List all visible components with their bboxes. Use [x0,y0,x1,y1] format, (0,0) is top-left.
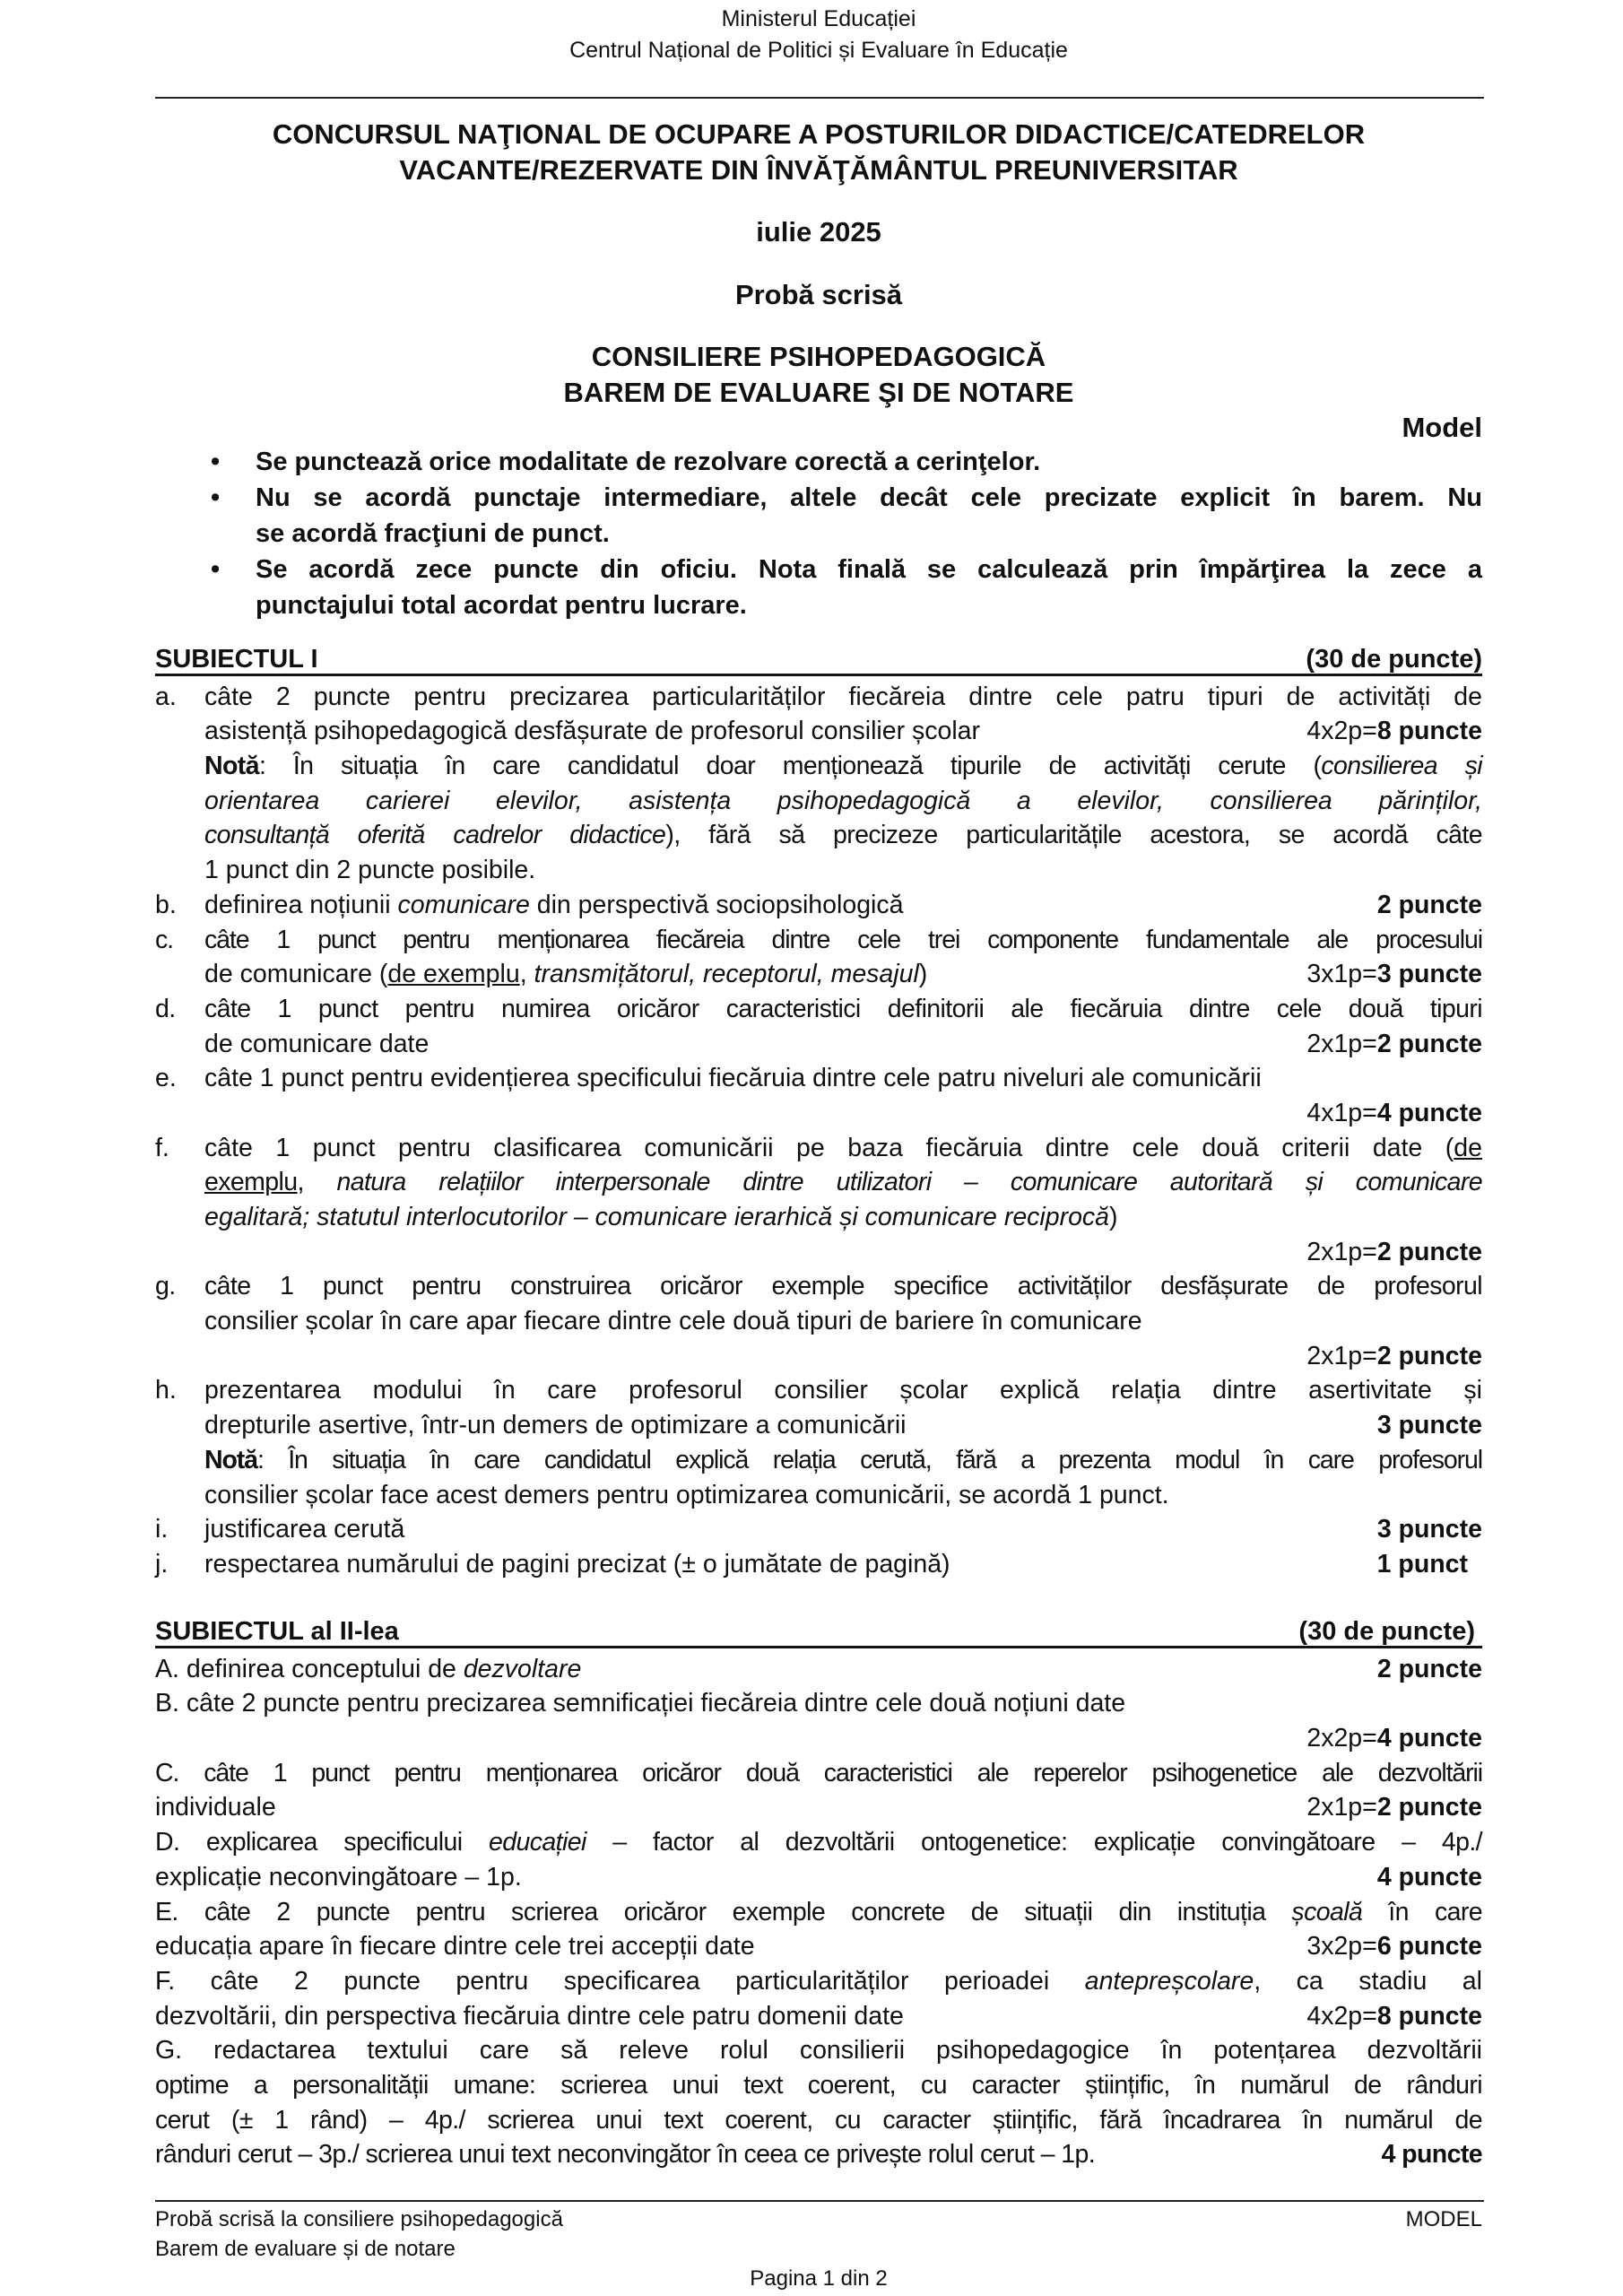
subject-name: CONSILIERE PSIHOPEDAGOGICĂ [591,341,1046,372]
item-a-note: consultanță oferită cadrelor didactice), fără să precizeze particularitățile acestora, se acordă câte [204,821,1482,850]
bullet-icon: • [211,448,221,476]
title-block [155,117,1482,446]
item-h: h. prezentarea modului în care profesorul consilier școlar explică relația dintre asertivitate și [155,1376,1482,1405]
rule-item [155,444,1482,480]
item-a-note: orientarea carierei elevilor, asistența psihopedagogică a elevilor, consilierea părinților, [204,786,1482,815]
title-line-2: VACANTE/REZERVATE DIN ÎNVĂŢĂMÂNTUL PREUNIVERSITAR [399,153,1238,186]
item-F-score-line: dezvoltării, din perspectiva fiecăruia dintre cele patru domenii date 4x2p=8 puncte [155,1999,1482,2034]
item-a-note: Notă: În situația în care candidatul doar menționează tipurile de activități cerute (consilierea și [204,752,1483,781]
item-score: 1 punct [1376,1549,1468,1578]
item-h-note: consilier școlar face acest demers pentru optimizarea comunicării, se acordă 1 punct. [204,1480,1169,1509]
section-points: (30 de puncte) [1306,645,1482,674]
item-E: E. câte 2 puncte pentru scrierea oricăror exemple concrete de situații din instituția școală în care [155,1897,1483,1926]
item-a-note: 1 punct din 2 puncte posibile. [204,856,536,885]
item-score: 3 puncte [1376,1411,1482,1440]
item-G: G. redactarea textului care să releve rolul consilierii psihopedagogice în potențarea dezvoltării [155,2036,1482,2066]
item-h-score-line: drepturile asertive, într-un demers de optimizare a comunicării 3 puncte [155,1408,1482,1443]
item-score: 4x2p=8 puncte [1306,717,1482,746]
item-score: 2x1p=2 puncte [1306,1029,1482,1058]
rule-item [155,480,1482,516]
item-D: D. explicarea specificului educației – factor al dezvoltării ontogenetice: explicație convingătoare – 4p./ [155,1828,1482,1857]
item-B: B. câte 2 puncte pentru precizarea semnificației fiecăreia dintre cele două noțiuni date [155,1689,1126,1718]
footer-model: MODEL [1405,2207,1482,2231]
item-E-score-line: educația apare în fiecare dintre cele trei accepții date 3x2p=6 puncte [155,1929,1482,1964]
rule-text: Se punctează orice modalitate de rezolvare corectă a cerinţelor. [256,448,1041,476]
rule-text: Se acordă zece puncte din oficiu. Nota finală se calculează prin împărţirea la zece a [256,555,1482,584]
section-title: SUBIECTUL al II-lea [155,1617,399,1646]
page-number: Pagina 1 din 2 [750,2266,888,2291]
item-score: 4x1p=4 puncte [1306,1098,1482,1127]
item-c: c. câte 1 punct pentru menționarea fiecăreia dintre cele trei componente fundamentale ale procesului [155,925,1482,954]
item-C-score-line: individuale 2x1p=2 puncte [155,1790,1482,1825]
item-score: 4x2p=8 puncte [1306,2001,1482,2031]
rule-item-cont [155,516,1482,552]
section-subiectul-1 [155,642,1482,1582]
item-score: 2 puncte [1376,890,1482,919]
item-score: 2x2p=4 puncte [1306,1724,1482,1753]
model-label: Model [1402,412,1482,443]
item-a [155,680,1482,715]
item-D-score-line: explicație neconvingătoare – 1p. 4 puncte [155,1860,1482,1895]
page-footer [155,2205,1482,2291]
bullet-icon: • [211,555,221,584]
exam-date: iulie 2025 [756,216,881,248]
item-d: d. câte 1 punct pentru numirea oricăror caracteristici definitorii ale fiecăruia dintre cele două tipuri [155,994,1482,1023]
item-score: 2 puncte [1376,1654,1482,1683]
item-text: definirea noțiunii comunicare din perspectivă sociopsihologică [204,890,904,919]
item-score: 3x1p=3 puncte [1306,960,1482,989]
item-F: F. câte 2 puncte pentru specificarea particularităților perioadei antepreșcolare, ca stadiu al [155,1966,1482,1996]
item-d-score-line: de comunicare date 2x1p=2 puncte [155,1027,1482,1062]
item-score: 2x1p=2 puncte [1306,1341,1482,1370]
item-f-cont: egalitară; statutul interlocutorilor – comunicare ierarhică și comunicare reciprocă) [204,1203,1118,1231]
item-G-cont: cerut (± 1 rând) – 4p./ scrierea unui text coerent, cu caracter științific, fără încadrarea în numărul de [155,2105,1482,2135]
rule-text: punctajului total acordat pentru lucrare. [256,591,747,620]
ministry-name: Ministerul Educației [721,6,916,31]
section-points: (30 de puncte) [1298,1617,1475,1646]
item-score: 2x1p=2 puncte [1306,1237,1482,1266]
section-heading [155,642,1482,676]
bullet-icon: • [211,483,221,512]
item-A: A. definirea conceptului de dezvoltare 2 puncte [155,1652,1482,1687]
document-header [155,4,1482,66]
item-g-cont: consilier școlar în care apar fiecare dintre cele două tipuri de bariere în comunicare [204,1307,1142,1336]
section-title: SUBIECTUL I [155,645,318,674]
item-a-score-line [155,714,1482,749]
title-line-1: CONCURSUL NAŢIONAL DE OCUPARE A POSTURILOR DIDACTICE/CATEDRELOR [272,118,1366,150]
rule-item [155,552,1482,587]
header-divider [155,97,1484,99]
item-f: f. câte 1 punct pentru clasificarea comunicării pe baza fiecăruia dintre cele două criterii date (de [155,1133,1482,1162]
item-C: C. câte 1 punct pentru menționarea oricăror două caracteristici ale reperelor psihogenetice ale dezvoltării [155,1758,1482,1787]
footer-exam: Probă scrisă la consiliere psihopedagogică [155,2207,563,2231]
item-G-cont: optime a personalității umane: scrierea unui text coerent, cu caracter științific, în numărul de rânduri [155,2070,1482,2100]
item-f-cont: exemplu, natura relațiilor interpersonale dintre utilizatori – comunicare autoritară și comunicare [204,1168,1483,1197]
item-e: e. câte 1 punct pentru evidențierea specificului fiecăruia dintre cele patru niveluri ale comunicării [155,1064,1262,1093]
item-b: b. definirea noțiunii comunicare din perspectivă sociopsihologică 2 puncte [155,888,1482,923]
rule-text: Nu se acordă punctaje intermediare, altele decât cele precizate explicit în barem. Nu [256,483,1482,512]
item-label: a. [155,682,177,711]
item-score: 3 puncte [1376,1515,1482,1544]
center-name: Centrul Național de Politici și Evaluare în Educație [569,38,1068,63]
item-text: asistență psihopedagogică desfășurate de profesorul consilier școlar [204,717,981,746]
item-g: g. câte 1 punct pentru construirea oricăror exemple specifice activităților desfășurate de profesorul [155,1272,1482,1301]
item-score: 3x2p=6 puncte [1306,1932,1482,1961]
exam-type: Probă scrisă [734,278,903,310]
item-score: 4 puncte [1376,1862,1482,1892]
item-h-note: Notă: În situația în care candidatul explică relația cerută, fără a prezenta modul în care profesorul [204,1445,1482,1474]
section-subiectul-2 [155,1614,1482,2172]
footer-divider [155,2200,1484,2202]
item-score: 2x1p=2 puncte [1306,1793,1482,1822]
rule-text: se acordă fracţiuni de punct. [256,519,610,548]
rule-item-cont [155,587,1482,623]
barem-title: BAREM DE EVALUARE ŞI DE NOTARE [563,376,1074,408]
item-score: 4 puncte [1381,2140,1482,2170]
item-c-score-line: de comunicare (de exemplu, transmițătorul, receptorul, mesajul) 3x1p=3 puncte [155,957,1482,992]
section-heading [155,1614,1482,1648]
general-rules [155,444,1482,623]
item-text: câte 2 puncte pentru precizarea particularităților fiecăreia dintre cele patru tipuri de activități de [204,682,1482,711]
item-j: j. respectarea numărului de pagini precizat (± o jumătate de pagină) 1 punct [155,1547,1482,1582]
item-G-score-line: rânduri cerut – 3p./ scrierea unui text neconvingător în ceea ce privește rolul cerut – 1p. 4 puncte [155,2137,1482,2172]
item-i: i. justificarea cerută 3 puncte [155,1512,1482,1547]
footer-barem: Barem de evaluare și de notare [155,2237,456,2261]
